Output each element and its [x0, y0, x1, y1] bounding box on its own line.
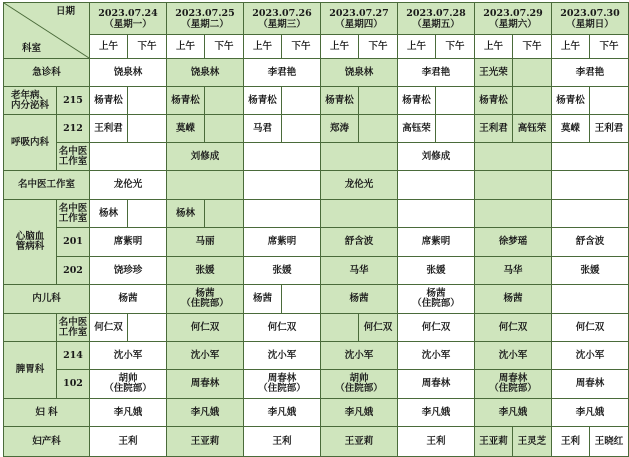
schedule-cell: 沈小军	[552, 342, 629, 370]
cell-line: 杨茜	[118, 293, 138, 304]
schedule-cell	[436, 87, 475, 115]
schedule-cell: 饶珍珍	[90, 257, 167, 285]
schedule-cell: 王利	[552, 427, 590, 457]
schedule-cell	[244, 285, 282, 314]
schedule-cell: 杨林	[90, 200, 128, 228]
schedule-cell: 李凡娥	[90, 399, 167, 427]
schedule-cell: 沈小军	[167, 342, 244, 370]
dept-label-gyn: 妇 科	[4, 399, 90, 427]
cell-line: 杨茜	[503, 293, 523, 304]
schedule-cell: 杨青松	[321, 87, 359, 115]
schedule-cell: 李凡娥	[167, 399, 244, 427]
schedule-cell: 沈小军	[244, 342, 321, 370]
schedule-cell: 舒含波	[321, 228, 398, 257]
day-header	[244, 3, 321, 35]
schedule-cell: 刘修成	[398, 143, 475, 171]
am-header: 上午	[552, 35, 590, 59]
schedule-cell: 沈小军	[90, 342, 167, 370]
schedule-cell	[513, 59, 552, 87]
sub-label-line: 名中医	[58, 202, 88, 214]
schedule-cell: 杨林	[167, 200, 205, 228]
day-weekday: （星期六）	[489, 18, 537, 30]
schedule-cell	[359, 115, 398, 143]
schedule-cell	[205, 200, 244, 228]
schedule-cell: 李君艳	[552, 59, 629, 87]
schedule-cell	[321, 143, 398, 171]
schedule-cell: 李凡娥	[552, 399, 629, 427]
cell-line: 周春林	[575, 378, 605, 389]
schedule-cell: 徐梦瑶	[475, 228, 552, 257]
schedule-cell	[398, 370, 475, 399]
schedule-cell: 王利君	[90, 115, 128, 143]
schedule-cell: 杨青松	[475, 87, 513, 115]
schedule-cell: 王利君	[475, 115, 513, 143]
schedule-cell	[244, 370, 321, 399]
schedule-cell	[552, 285, 629, 314]
day-weekday: （星期二）	[181, 18, 229, 30]
schedule-cell: 何仁双	[552, 314, 629, 342]
schedule-cell	[475, 370, 552, 399]
dept-label-emergency: 急诊科	[4, 59, 90, 87]
schedule-cell: 马丽	[167, 228, 244, 257]
schedule-cell: 高钰荣	[513, 115, 552, 143]
cell-line: 杨茜	[195, 288, 215, 299]
schedule-cell: 王灵芝	[513, 427, 552, 457]
schedule-cell	[590, 87, 629, 115]
schedule-cell: 李凡娥	[244, 399, 321, 427]
sub-label-line: 名中医	[58, 316, 88, 328]
schedule-cell	[128, 200, 167, 228]
schedule-cell	[436, 115, 475, 143]
schedule-cell: 沈小军	[475, 342, 552, 370]
day-header	[552, 3, 629, 35]
schedule-cell: 杨青松	[552, 87, 590, 115]
dept-label-spleen: 脾胃科	[4, 342, 57, 399]
schedule-cell: 杨青松	[90, 87, 128, 115]
schedule-cell	[205, 115, 244, 143]
dept-label-cardio	[4, 200, 57, 285]
schedule-cell	[244, 143, 321, 171]
schedule-cell	[128, 314, 167, 342]
cell-line: 杨茜	[349, 293, 369, 304]
cell-line: 周春林	[498, 373, 528, 384]
schedule-cell: 何仁双	[398, 314, 475, 342]
day-header	[321, 3, 398, 35]
schedule-cell: 王利	[90, 427, 167, 457]
schedule-cell: 张媛	[244, 257, 321, 285]
schedule-cell: 莫嵘	[552, 115, 590, 143]
schedule-cell: 沈小军	[398, 342, 475, 370]
schedule-cell: 席紫明	[90, 228, 167, 257]
schedule-cell: 杨青松	[244, 87, 282, 115]
schedule-cell: 饶泉林	[90, 59, 167, 87]
sub-label-famous-studio	[57, 200, 90, 228]
schedule-cell: 何仁双	[359, 314, 398, 342]
schedule-cell: 李凡娥	[475, 399, 552, 427]
dept-label-respiratory: 呼吸内科	[4, 115, 57, 171]
schedule-cell	[398, 285, 475, 314]
schedule-cell: 莫嵘	[167, 115, 205, 143]
dept-label-line: 内分泌科	[10, 99, 49, 111]
cell-line: 周春林	[421, 378, 451, 389]
cell-line: 周春林	[190, 378, 220, 389]
cell-line: 周春林	[267, 373, 297, 384]
am-header: 上午	[398, 35, 436, 59]
schedule-cell: 龙伦光	[321, 171, 398, 200]
day-date: 2023.07.26	[252, 7, 312, 19]
dept-label-geriatric	[4, 87, 57, 115]
schedule-cell	[475, 171, 552, 200]
pm-header: 下午	[513, 35, 552, 59]
sub-label-line: 工作室	[58, 326, 88, 338]
day-weekday: （星期五）	[412, 18, 460, 30]
schedule-cell: 王亚莉	[167, 427, 244, 457]
schedule-cell: 王亚莉	[475, 427, 513, 457]
dept-label-pediatrics: 内儿科	[4, 285, 90, 314]
room-label-214: 214	[57, 342, 90, 370]
schedule-cell	[282, 285, 321, 314]
schedule-cell: 何仁双	[90, 314, 128, 342]
day-date: 2023.07.29	[483, 7, 543, 19]
cell-line: （住院部）	[489, 383, 537, 394]
schedule-cell: 张媛	[552, 257, 629, 285]
sub-label-line: 名中医	[58, 145, 88, 157]
schedule-cell: 王利	[398, 427, 475, 457]
schedule-cell	[475, 143, 552, 171]
am-header: 上午	[90, 35, 128, 59]
cell-line: 杨茜	[426, 288, 446, 299]
schedule-cell	[90, 370, 167, 399]
schedule-cell: 何仁双	[167, 314, 244, 342]
sub-label-famous-studio	[57, 314, 90, 342]
sub-label-line: 工作室	[58, 155, 88, 167]
schedule-cell	[552, 370, 629, 399]
schedule-cell	[282, 87, 321, 115]
cell-line: （住院部）	[412, 298, 460, 309]
schedule-cell: 饶泉林	[167, 59, 244, 87]
schedule-cell: 席紫明	[398, 228, 475, 257]
pm-header: 下午	[590, 35, 629, 59]
schedule-cell	[321, 200, 398, 228]
day-date: 2023.07.30	[560, 7, 620, 19]
schedule-cell: 饶泉林	[321, 59, 398, 87]
day-weekday: （星期日）	[566, 18, 614, 30]
dept-label-obgyn: 妇产科	[4, 427, 90, 457]
am-header: 上午	[167, 35, 205, 59]
cell-line: 胡帅	[349, 373, 369, 384]
cell-line: （住院部）	[335, 383, 383, 394]
room-label-202: 202	[57, 257, 90, 285]
corner-dept-label: 科室	[22, 43, 42, 54]
header-corner	[4, 3, 90, 59]
day-header	[167, 3, 244, 35]
room-label-102: 102	[57, 370, 90, 399]
schedule-cell	[90, 285, 167, 314]
day-header	[398, 3, 475, 35]
schedule-cell	[475, 285, 552, 314]
sub-label-famous-studio	[57, 143, 90, 171]
room-label-212: 212	[57, 115, 90, 143]
pm-header: 下午	[359, 35, 398, 59]
day-weekday: （星期四）	[335, 18, 383, 30]
schedule-cell: 刘修成	[167, 143, 244, 171]
schedule-cell	[321, 370, 398, 399]
schedule-cell	[90, 143, 167, 171]
schedule-cell: 马君	[244, 115, 282, 143]
am-header: 上午	[475, 35, 513, 59]
pm-header: 下午	[436, 35, 475, 59]
schedule-cell	[475, 200, 552, 228]
schedule-cell	[167, 370, 244, 399]
schedule-cell: 张媛	[167, 257, 244, 285]
schedule-cell	[552, 143, 629, 171]
schedule-cell	[552, 200, 629, 228]
schedule-cell	[128, 115, 167, 143]
schedule-cell: 王晓红	[590, 427, 629, 457]
schedule-cell: 李凡娥	[321, 399, 398, 427]
pm-header: 下午	[282, 35, 321, 59]
dept-label-line: 管病科	[15, 241, 45, 252]
schedule-cell: 张媛	[398, 257, 475, 285]
schedule-cell: 马华	[321, 257, 398, 285]
schedule-cell	[244, 200, 321, 228]
schedule-cell	[282, 115, 321, 143]
day-date: 2023.07.28	[406, 7, 466, 19]
day-header	[475, 3, 552, 35]
dept-label-line: 心脑血	[15, 231, 45, 242]
day-weekday: （星期三）	[258, 18, 306, 30]
schedule-cell	[552, 171, 629, 200]
schedule-cell: 席紫明	[244, 228, 321, 257]
schedule-cell: 杨青松	[398, 87, 436, 115]
dept-label-line: 老年病、	[10, 89, 49, 101]
sub-label-line: 工作室	[58, 212, 88, 224]
day-header	[90, 3, 167, 35]
schedule-cell: 李君艳	[398, 59, 475, 87]
schedule-cell	[398, 200, 475, 228]
cell-line: （住院部）	[104, 383, 152, 394]
schedule-cell: 李君艳	[244, 59, 321, 87]
schedule-cell: 郑涛	[321, 115, 359, 143]
schedule-cell	[167, 285, 244, 314]
schedule-cell: 王利	[244, 427, 321, 457]
am-header: 上午	[321, 35, 359, 59]
schedule-cell: 高钰荣	[398, 115, 436, 143]
day-date: 2023.07.25	[175, 7, 235, 19]
schedule-cell: 沈小军	[321, 342, 398, 370]
cell-line: （住院部）	[258, 383, 306, 394]
schedule-cell	[359, 87, 398, 115]
room-label-215: 215	[57, 87, 90, 115]
schedule-cell: 王亚莉	[321, 427, 398, 457]
schedule-cell: 马华	[475, 257, 552, 285]
schedule-cell	[205, 87, 244, 115]
schedule-cell: 李凡娥	[398, 399, 475, 427]
day-weekday: （星期一）	[104, 18, 152, 30]
schedule-cell	[167, 171, 244, 200]
pm-header: 下午	[205, 35, 244, 59]
schedule-cell	[128, 87, 167, 115]
schedule-cell: 王利君	[590, 115, 629, 143]
pm-header: 下午	[128, 35, 167, 59]
schedule-cell: 杨青松	[167, 87, 205, 115]
cell-line: 杨茜	[252, 293, 272, 304]
schedule-cell	[321, 285, 398, 314]
schedule-cell: 龙伦光	[90, 171, 167, 200]
schedule-cell	[513, 87, 552, 115]
day-date: 2023.07.24	[98, 7, 158, 19]
schedule-cell	[398, 171, 475, 200]
room-label-201: 201	[57, 228, 90, 257]
schedule-cell	[244, 171, 321, 200]
dept-label-famous-studio: 名中医工作室	[4, 171, 90, 200]
cell-line: 胡帅	[118, 373, 138, 384]
am-header: 上午	[244, 35, 282, 59]
schedule-cell: 何仁双	[475, 314, 552, 342]
cell-line: （住院部）	[181, 298, 229, 309]
schedule-cell: 王光荣	[475, 59, 513, 87]
corner-date-label: 日期	[55, 6, 75, 17]
dept-label-pediatrics-sub	[4, 314, 57, 342]
day-date: 2023.07.27	[329, 7, 389, 19]
duty-schedule-table	[3, 2, 629, 457]
schedule-cell: 何仁双	[244, 314, 321, 342]
schedule-cell: 舒含波	[552, 228, 629, 257]
schedule-cell	[321, 314, 359, 342]
